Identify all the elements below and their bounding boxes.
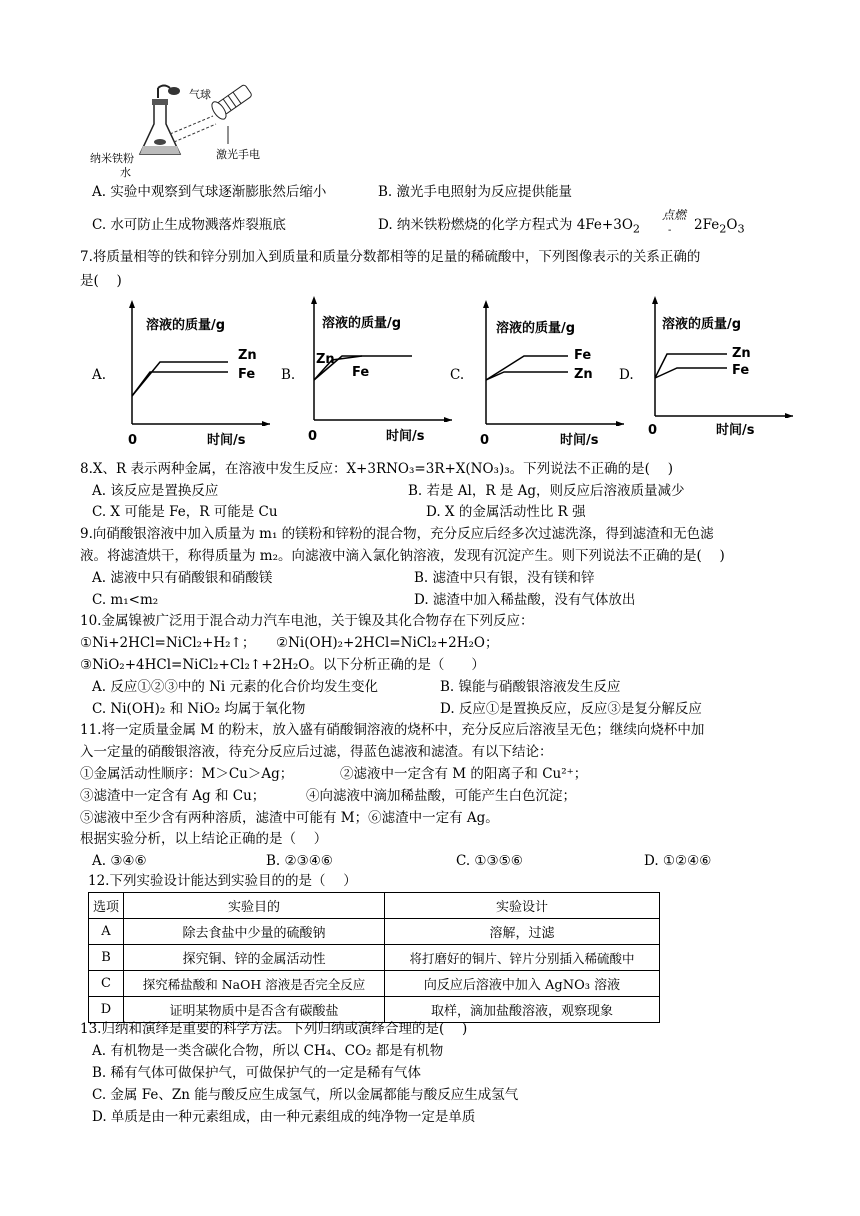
q11-statement-2: ②滤液中一定含有 M 的阳离子和 Cu²⁺； [340,766,588,782]
table-cell: 溶解，过滤 [385,919,660,945]
q6-option-a: A. 实验中观察到气球逐渐膨胀然后缩小 [92,184,327,200]
q11-statement-3: ③滤渣中一定含有 Ag 和 Cu； [80,788,266,804]
graph-b-xlabel: 时间/s [386,429,425,444]
q10-option-c: C. Ni(OH)₂ 和 NiO₂ 均属于氧化物 [92,701,306,717]
graph-a-top-label: Zn [238,348,257,363]
q12-stem: 12.下列实验设计能达到实验目的的是（ ） [88,873,357,889]
q8-option-c: C. X 可能是 Fe，R 可能是 Cu [92,504,278,520]
table-cell: 探究稀盐酸和 NaOH 溶液是否完全反应 [124,971,385,997]
table-header-row [89,893,660,919]
q10-option-b: B. 镍能与硝酸银溶液发生反应 [440,679,621,695]
graph-c-ylabel: 溶液的质量/g [496,321,576,336]
q13-option-d: D. 单质是由一种元素组成，由一种元素组成的纯净物一定是单质 [92,1109,476,1125]
q10-reaction-3: ③NiO₂+4HCl=NiCl₂+Cl₂↑+2H₂O。以下分析正确的是（ ） [80,657,485,673]
table-cell: 除去食盐中少量的硫酸钠 [124,919,385,945]
q8-option-a: A. 该反应是置换反应 [92,483,219,499]
q9-stem-line2: 液。将滤渣烘干，称得质量为 m₂。向滤液中滴入氯化钠溶液，发现有沉淀产生。则下列说法不正确的是( ) [80,548,725,564]
laser-label: 激光手电 [216,148,260,161]
q7-option-a: A. [92,367,107,383]
q9-stem-line1: 9.向硝酸银溶液中加入质量为 m₁ 的镁粉和锌粉的混合物，充分反应后经多次过滤洗涤，得到滤渣和无色滤 [80,526,714,542]
table-cell: 将打磨好的铜片、锌片分别插入稀硫酸中 [385,945,660,971]
q10-option-a: A. 反应①②③中的 Ni 元素的化合价均发生变化 [92,679,379,695]
graph-c [474,296,624,426]
q6-condition: 点燃 [662,208,687,222]
graph-a-bottom-label: Fe [238,367,256,382]
q11-stem-line1: 11.将一定质量金属 M 的粉末，放入盛有硝酸铜溶液的烧杯中，充分反应后溶液呈无色；继续向烧杯中加 [80,722,705,738]
q7-stem-line1: 7.将质量相等的铁和锌分别加入到质量和质量分数都相等的足量的稀硫酸中，下列图像表示的关系正确的 [80,249,701,265]
q9-option-d: D. 滤渣中加入稀盐酸，没有气体放出 [414,592,636,608]
q10-stem: 10.金属镍被广泛用于混合动力汽车电池，关于镍及其化合物存在下列反应： [80,613,534,629]
q11-option-b: B. ②③④⑥ [266,853,333,869]
q13-option-a: A. 有机物是一类含碳化合物，所以 CH₄、CO₂ 都是有机物 [92,1043,444,1059]
q11-option-c: C. ①③⑤⑥ [456,853,523,869]
q11-statement-1: ①金属活动性顺序：M＞Cu＞Ag； [80,766,294,782]
q11-stem-line2: 入一定量的硝酸银溶液，待充分反应后过滤，得蓝色滤液和滤渣。有以下结论： [80,744,553,760]
q7-option-d: D. [619,367,634,383]
table-header: 实验设计 [385,893,660,919]
graph-c-bottom-label: Zn [574,367,593,382]
graph-b-ylabel: 溶液的质量/g [322,316,402,331]
graph-a-origin: 0 [128,433,138,448]
graph-d-xlabel: 时间/s [716,423,755,438]
graph-d-bottom-label: Fe [732,363,750,378]
graph-a-xlabel: 时间/s [207,433,246,448]
q6-condition-dash: - [668,225,672,236]
table-cell: A [89,919,124,945]
q11-option-a: A. ③④⑥ [92,853,147,869]
table-header: 选项 [89,893,124,919]
table-cell: C [89,971,124,997]
q6-option-c: C. 水可防止生成物溅落炸裂瓶底 [92,217,286,233]
graph-d-ylabel: 溶液的质量/g [662,317,742,332]
q8-stem: 8.X、R 表示两种金属，在溶液中发生反应：X+3RNO₃=3R+X(NO₃)₃。下列说法不正确的是( ) [80,461,673,477]
q10-option-d: D. 反应①是置换反应，反应③是复分解反应 [440,701,702,717]
q7-stem-line2: 是( ) [80,273,122,289]
q6-option-d: D. 纳米铁粉燃烧的化学方程式为 $4Fe+3O_2$ [378,217,641,236]
q12-table [88,892,660,1023]
graph-c-xlabel: 时间/s [560,433,599,448]
q9-option-b: B. 滤渣中只有银，没有镁和锌 [414,570,595,586]
graph-d-top-label: Zn [732,346,751,361]
q11-statement-5-6: ⑤滤液中至少含有两种溶质，滤渣中可能有 M；⑥滤渣中一定有 Ag。 [80,810,499,826]
q6-option-b: B. 激光手电照射为反应提供能量 [378,184,573,200]
q8-option-b: B. 若是 Al，R 是 Ag，则反应后溶液质量减少 [408,483,685,499]
graph-c-top-label: Fe [574,348,592,363]
q11-ask: 根据实验分析，以上结论正确的是（ ） [80,831,328,847]
table-row [89,971,660,997]
graph-b-bottom-label: Fe [352,365,370,380]
q10-reaction-2: ②Ni(OH)₂+2HCl=NiCl₂+2H₂O； [276,635,499,651]
q6-product: $2Fe_2O_3$ [694,217,745,236]
q8-option-d: D. X 的金属活动性比 R 强 [426,504,586,520]
table-row [89,919,660,945]
table-cell: 证明某物质中是否含有碳酸盐 [124,997,385,1023]
q13-option-c: C. 金属 Fe、Zn 能与酸反应生成氢气，所以金属都能与酸反应生成氢气 [92,1087,519,1103]
graph-c-origin: 0 [480,433,490,448]
q10-reaction-1: ①Ni+2HCl=NiCl₂+H₂↑； [80,635,256,651]
water-label: 水 [120,166,131,179]
table-row [89,945,660,971]
table-cell: 取样，滴加盐酸溶液，观察现象 [385,997,660,1023]
graph-b-origin: 0 [308,429,318,444]
q11-statement-4: ④向滤液中滴加稀盐酸，可能产生白色沉淀； [306,788,576,804]
table-header: 实验目的 [124,893,385,919]
table-cell: 向反应后溶液中加入 AgNO₃ 溶液 [385,971,660,997]
graph-d-origin: 0 [648,423,658,438]
table-row [89,997,660,1023]
graph-a-ylabel: 溶液的质量/g [146,318,226,333]
iron-powder-label: 纳米铁粉 [90,152,134,165]
q13-option-b: B. 稀有气体可做保护气，可做保护气的一定是稀有气体 [92,1065,422,1081]
balloon-label: 气球 [189,88,211,101]
q11-option-d: D. ①②④⑥ [644,853,712,869]
table-cell: B [89,945,124,971]
q9-option-c: C. m₁<m₂ [92,592,159,608]
table-cell: 探究铜、锌的金属活动性 [124,945,385,971]
q7-option-b: B. [281,367,296,383]
q9-option-a: A. 滤液中只有硝酸银和硝酸镁 [92,570,273,586]
graph-d [643,292,793,418]
q13-stem: 13.归纳和演绎是重要的科学方法。下列归纳或演绎合理的是( ) [80,1021,468,1037]
q7-option-c: C. [450,367,465,383]
graph-b-top-label: Zn [316,352,335,367]
table-cell: D [89,997,124,1023]
